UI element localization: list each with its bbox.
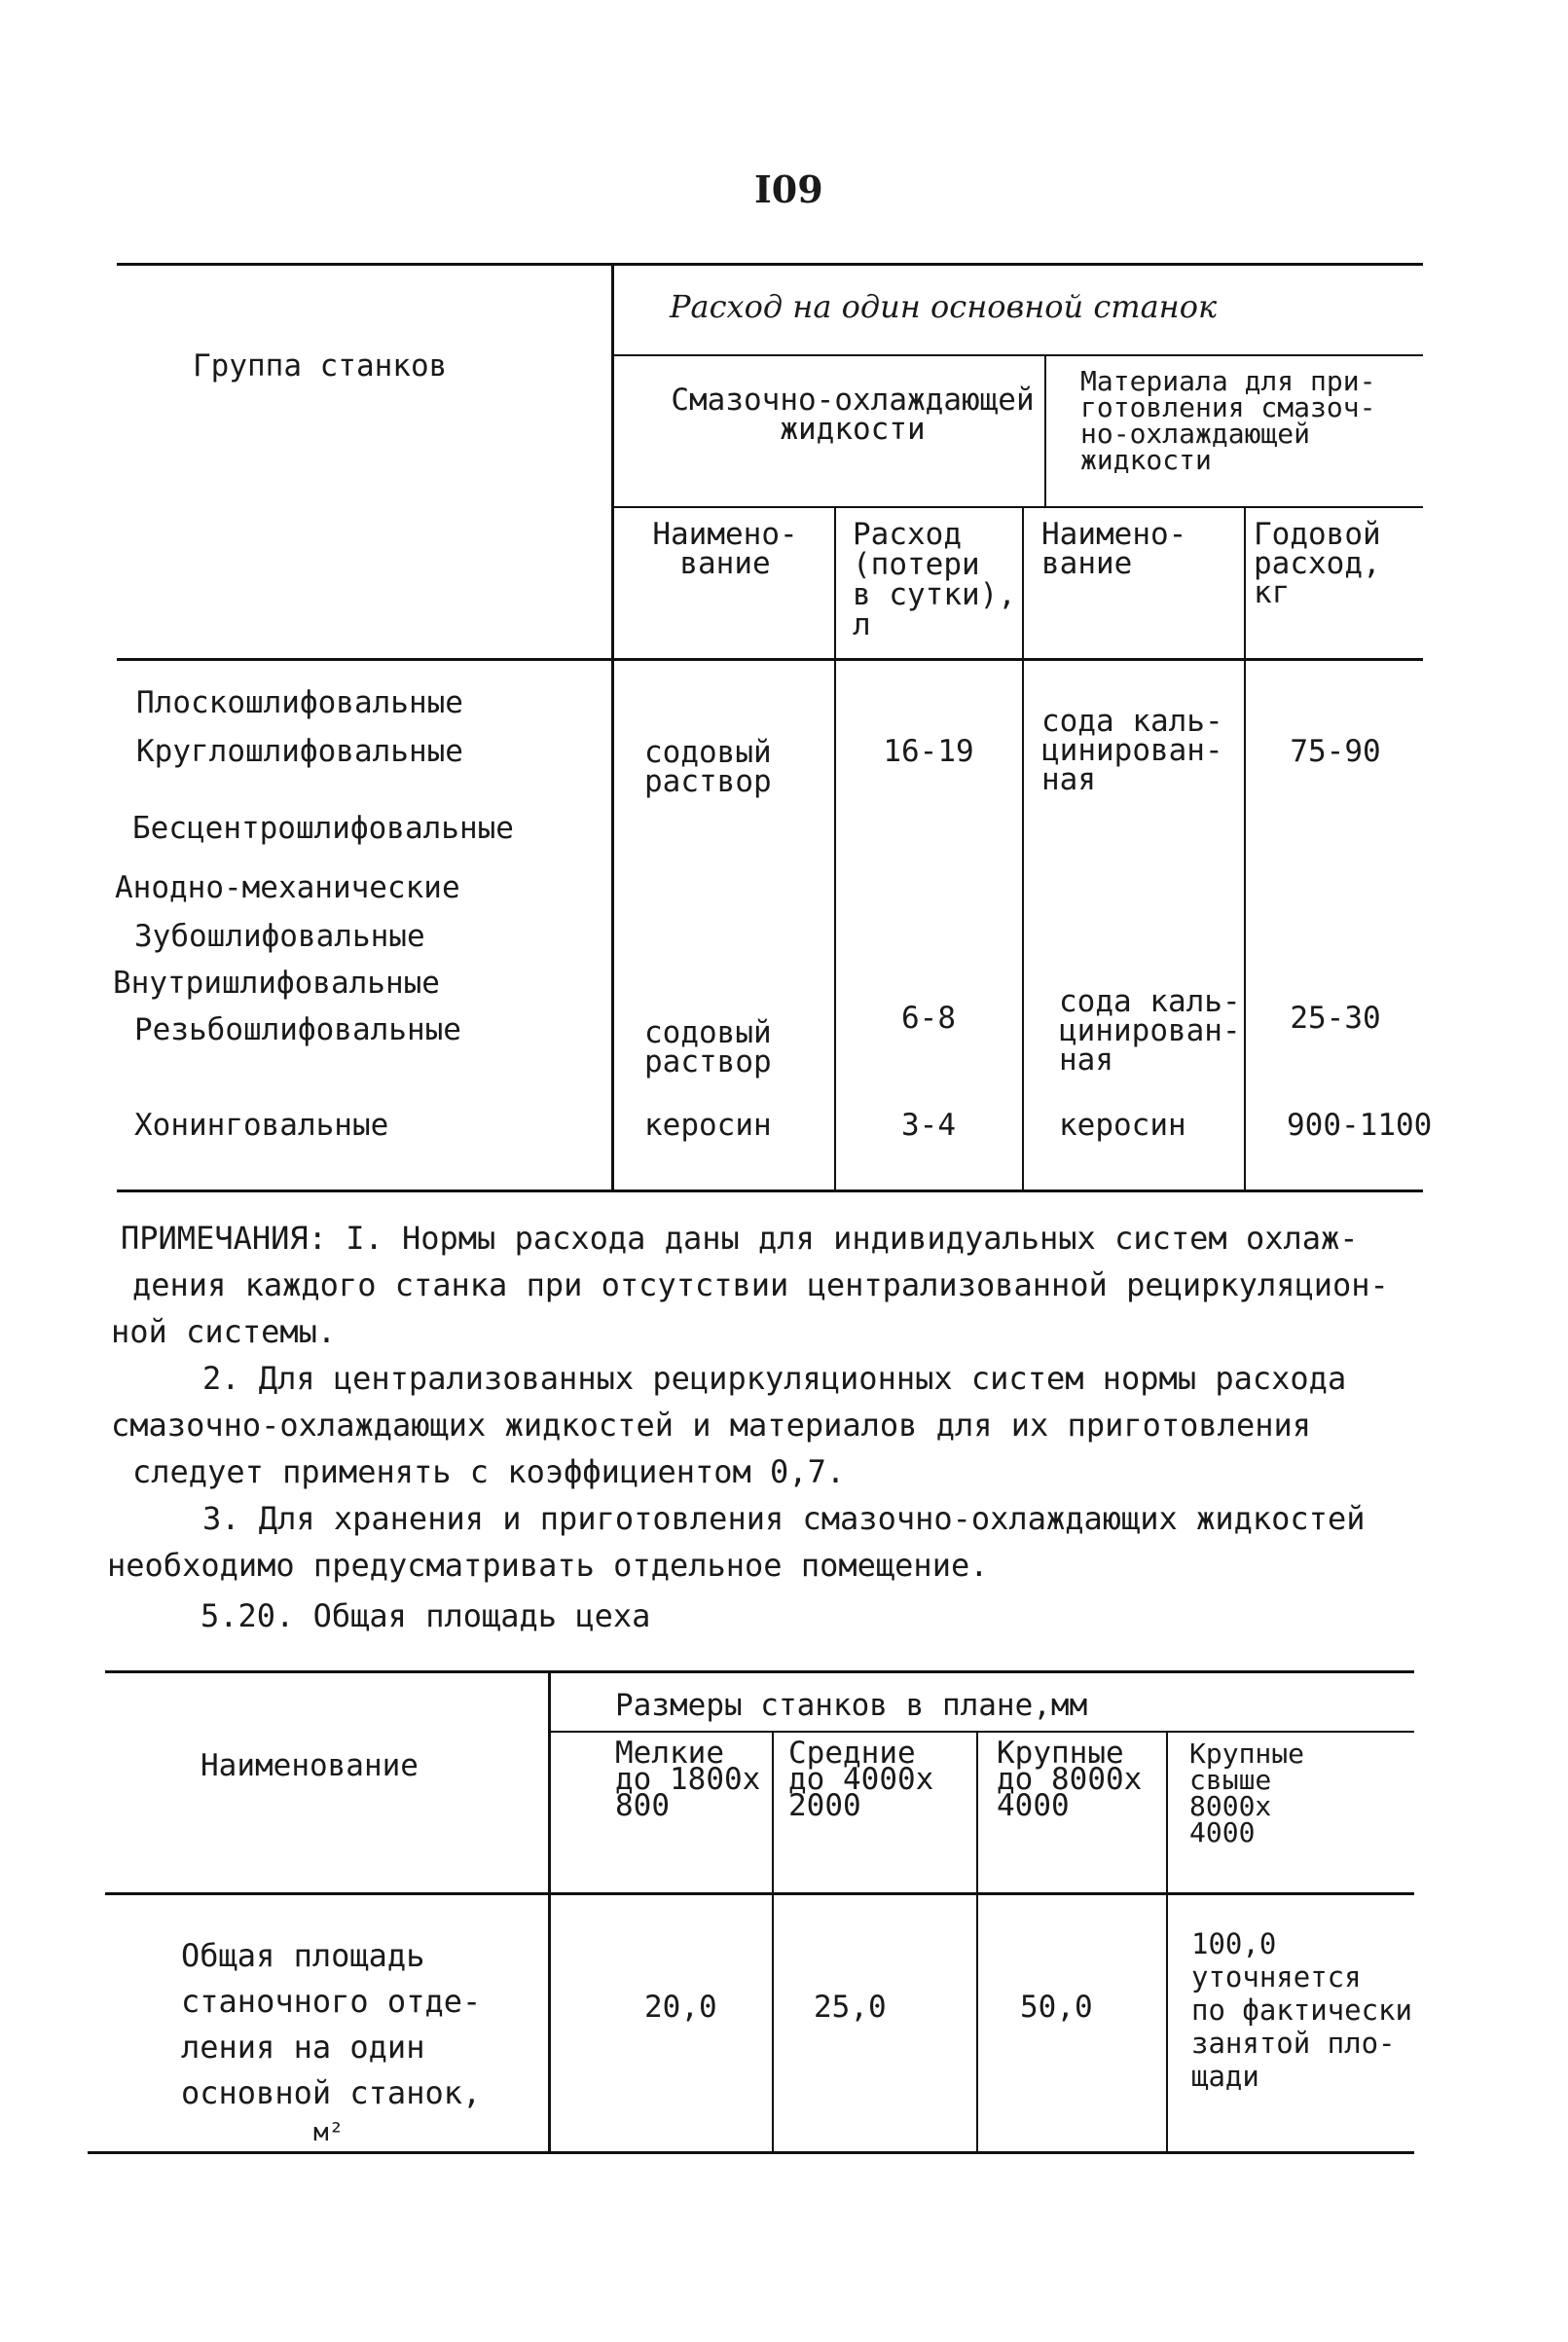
table1-col-divider-4 <box>1244 506 1246 1189</box>
table2-value-medium: 25,0 <box>814 1990 887 2025</box>
table2-col-small: Мелкие до 1800х 800 <box>615 1736 761 1823</box>
row2-group-3: Внутришлифовальные <box>113 966 440 1001</box>
row2-annual: 25-30 <box>1290 1001 1381 1036</box>
row2-consumption: 6-8 <box>901 1001 956 1036</box>
table2-col-divider-3 <box>976 1731 978 2151</box>
row3-group-1: Хонинговальные <box>134 1108 389 1143</box>
table2-col-xlarge: Крупные свыше 8000х 4000 <box>1189 1738 1305 1848</box>
row2-group-4: Резьбошлифовальные <box>134 1012 461 1047</box>
page-number: I09 <box>754 167 823 211</box>
note-2-line-2: смазочно-охлаждающих жидкостей и материалов для их приготовления <box>111 1407 1311 1444</box>
section-heading: 5.20. Общая площадь цеха <box>201 1597 651 1634</box>
table2-value-small: 20,0 <box>644 1990 717 2025</box>
row2-group-2: Зубошлифовальные <box>134 919 425 954</box>
table2-col-divider-4 <box>1166 1731 1168 2151</box>
table2-value-large: 50,0 <box>1020 1990 1093 2025</box>
table1-sub-name1: Наимено- вание <box>652 517 798 581</box>
table1-rule-main <box>611 354 1423 356</box>
note-1-line-2: дения каждого станка при отсутствии централизованной рециркуляцион- <box>132 1266 1389 1303</box>
table1-header-group: Группа станков <box>193 348 448 384</box>
table1-col-divider-1 <box>611 263 614 1189</box>
table2-top-rule <box>105 1670 1414 1673</box>
row1-annual: 75-90 <box>1290 734 1381 769</box>
row1-consumption: 16-19 <box>883 734 974 769</box>
table1-sub-name2: Наимено- вание <box>1041 517 1187 581</box>
row1-group-3: Бесцентрошлифовальные <box>132 811 514 846</box>
row1-material: сода каль- цинирован- ная <box>1041 704 1223 797</box>
note-3-line-1: 3. Для хранения и приготовления смазочно-охлаждающих жидкостей <box>202 1500 1366 1537</box>
table2-col-large: Крупные до 8000х 4000 <box>997 1736 1143 1823</box>
table1-sub-annual: Годовой расход, кг <box>1254 517 1381 610</box>
row2-group-1: Анодно-механические <box>115 870 460 905</box>
table1-col-divider-3 <box>1022 506 1024 1189</box>
table1-header-fluid: Смазочно-охлаждающей жидкости <box>671 383 1035 447</box>
table2-row-label: Общая площадь станочного отде- ления на один основной станок, <box>181 1937 482 2111</box>
row3-annual: 900-1100 <box>1287 1108 1433 1143</box>
table1-bottom-rule <box>117 1189 1423 1192</box>
note-2-line-1: 2. Для централизованных рециркуляционных систем нормы расхода <box>202 1360 1347 1397</box>
table1-header-bottom <box>117 658 1423 661</box>
table2-col-divider-1 <box>548 1670 551 2151</box>
row3-fluid: керосин <box>644 1108 772 1143</box>
table2-col-medium: Средние до 4000х 2000 <box>788 1736 934 1823</box>
table1-header-main: Расход на один основной станок <box>670 288 1218 325</box>
table1-sub-consumption: Расход (потери в сутки), л <box>853 517 1016 642</box>
table2-header-name: Наименование <box>201 1748 419 1783</box>
table2-col-divider-2 <box>772 1731 774 2151</box>
row1-fluid: содовый раствор <box>644 735 772 799</box>
table2-header-bottom <box>105 1892 1414 1895</box>
row2-material: сода каль- цинирован- ная <box>1059 984 1241 1078</box>
table2-bottom-rule <box>88 2151 1414 2154</box>
table2-rule-main <box>548 1731 1414 1733</box>
table2-value-xlarge: 100,0 уточняется по фактически занятой пло- щади <box>1191 1927 1412 2093</box>
row2-fluid: содовый раствор <box>644 1015 772 1080</box>
table2-row-unit: м² <box>313 2118 345 2147</box>
note-2-line-3: следует применять с коэффициентом 0,7. <box>132 1453 846 1490</box>
note-1-line-3: ной системы. <box>111 1313 337 1350</box>
row3-consumption: 3-4 <box>901 1108 956 1143</box>
table1-rule-sub <box>611 506 1423 508</box>
row3-material: керосин <box>1059 1108 1186 1143</box>
row1-group-2: Круглошлифовальные <box>136 734 463 769</box>
table2-header-sizes: Размеры станков в плане,мм <box>615 1688 1088 1723</box>
note-3-line-2: необходимо предусматривать отдельное помещение. <box>107 1547 989 1584</box>
table1-top-rule <box>117 263 1423 266</box>
note-1-line-1: ПРИМЕЧАНИЯ: I. Нормы расхода даны для индивидуальных систем охлаж- <box>121 1220 1359 1257</box>
table1-header-material: Материала для при- готовления смазоч- но-охлаждающей жидкости <box>1080 365 1376 476</box>
row1-group-1: Плоскошлифовальные <box>136 685 463 720</box>
table1-col-divider-2 <box>834 506 836 1189</box>
